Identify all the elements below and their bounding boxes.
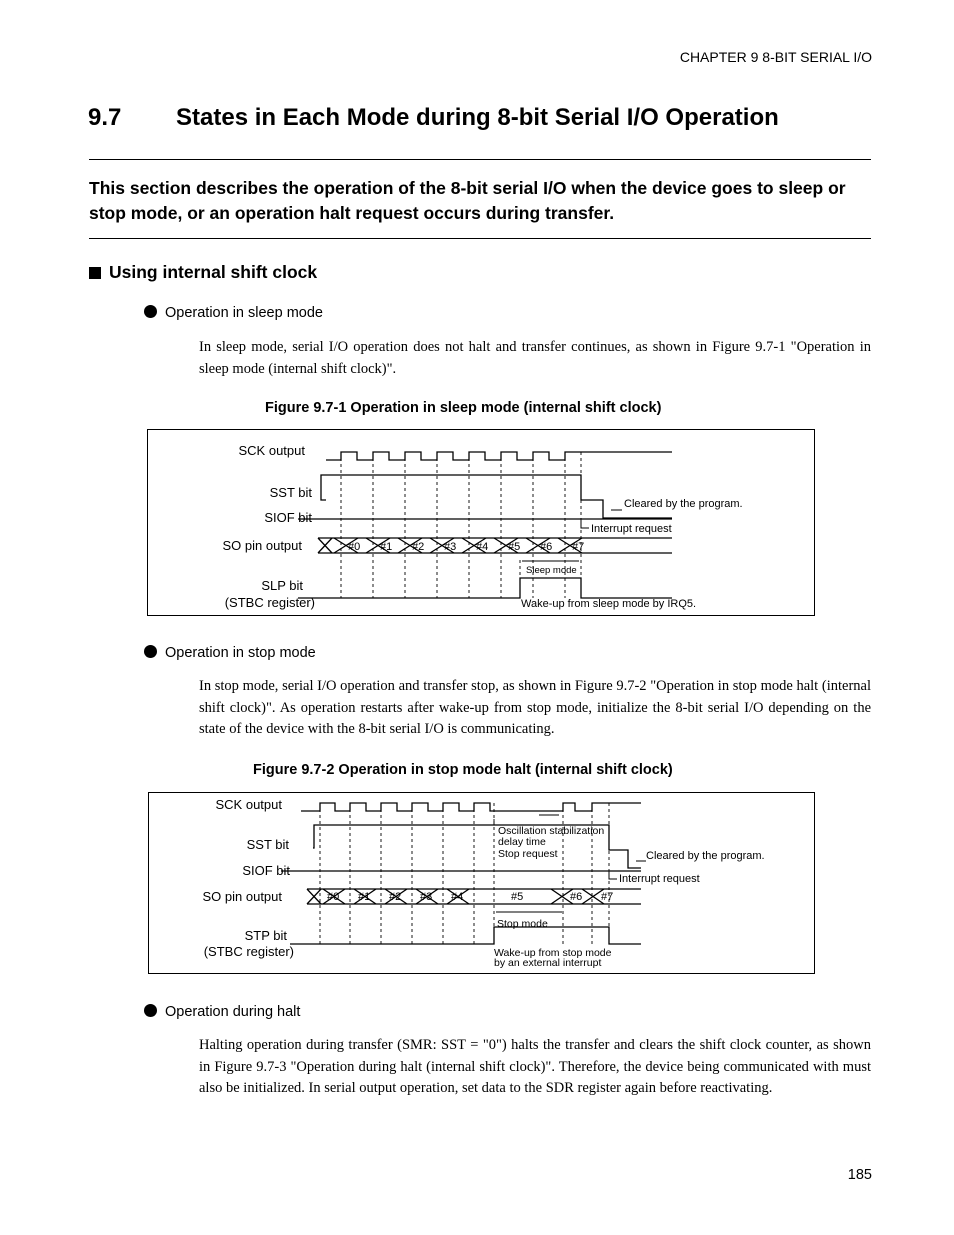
annotation: Stop request bbox=[498, 848, 558, 860]
signal-label: SO pin output bbox=[202, 889, 282, 904]
halt-heading bbox=[144, 1004, 300, 1020]
annotation: Interrupt request bbox=[591, 523, 672, 535]
subsection-title: Using internal shift clock bbox=[109, 262, 318, 282]
circle-bullet-icon bbox=[144, 305, 157, 318]
signal-label: SCK output bbox=[238, 443, 305, 458]
stop-paragraph: In stop mode, serial I/O operation and transfer stop, as shown in Figure 9.7-2 "Operation in stop mode halt (internal shift clock)". As operation restarts after wake-up from stop mode, initialize the 8-bit serial I/O depending on the state of the device with the 8-bit serial I/O is communicating. bbox=[199, 678, 871, 737]
signal-label: SST bit bbox=[269, 485, 312, 500]
annotation: Wake-up from stop mode bbox=[494, 947, 612, 959]
so-bit-label: #0 bbox=[348, 541, 361, 553]
annotation: Sleep mode bbox=[526, 565, 577, 576]
signal-label: SIOF bit bbox=[242, 863, 290, 878]
signal-label: SIOF bit bbox=[264, 510, 312, 525]
so-bit-label: #6 bbox=[570, 891, 583, 903]
so-bit-label: #2 bbox=[412, 541, 425, 553]
so-bit-label: #5 bbox=[511, 891, 524, 903]
signal-label: SO pin output bbox=[222, 538, 302, 553]
so-bit-label: #1 bbox=[380, 541, 393, 553]
so-bit-label: #6 bbox=[540, 541, 553, 553]
signal-label: SCK output bbox=[215, 797, 282, 812]
so-bit-label: #0 bbox=[327, 891, 340, 903]
circle-bullet-icon bbox=[144, 645, 157, 658]
subsection-heading bbox=[89, 262, 317, 283]
stop-heading-text: Operation in stop mode bbox=[165, 645, 316, 661]
circle-bullet-icon bbox=[144, 1004, 157, 1017]
sleep-heading bbox=[144, 305, 323, 321]
square-bullet-icon bbox=[89, 267, 101, 279]
annotation: delay time bbox=[498, 836, 546, 848]
so-bit-label: #3 bbox=[420, 891, 433, 903]
signal-label: SST bit bbox=[246, 837, 289, 852]
signal-label: SLP bit bbox=[261, 578, 303, 593]
divider bbox=[89, 159, 871, 160]
so-bit-label: #1 bbox=[358, 891, 371, 903]
halt-heading-text: Operation during halt bbox=[165, 1004, 301, 1020]
so-bit-label: #4 bbox=[451, 891, 464, 903]
figure-caption-2: Figure 9.7-2 Operation in stop mode halt (internal shift clock) bbox=[253, 762, 673, 778]
annotation: Interrupt request bbox=[619, 873, 700, 885]
stop-heading bbox=[144, 645, 316, 661]
annotation: Cleared by the program. bbox=[624, 498, 743, 510]
so-bit-label: #4 bbox=[476, 541, 489, 553]
so-bit-label: #2 bbox=[389, 891, 402, 903]
signal-label: STP bit bbox=[244, 928, 287, 943]
figure-sleep-timing bbox=[147, 429, 815, 616]
sleep-paragraph: In sleep mode, serial I/O operation does not halt and transfer continues, as shown in Figure 9.7-1 "Operation in sleep mode (internal shift clock)". bbox=[199, 339, 871, 377]
page-number: 185 bbox=[847, 1167, 872, 1183]
section-title: States in Each Mode during 8-bit Serial I/O Operation bbox=[176, 104, 779, 131]
section-summary: This section describes the operation of the 8-bit serial I/O when the device goes to sleep or stop mode, or an operation halt request occurs during transfer. bbox=[89, 178, 846, 223]
so-bit-label: #7 bbox=[601, 891, 614, 903]
annotation: by an external interrupt bbox=[494, 957, 602, 969]
annotation: Stop mode bbox=[497, 918, 548, 930]
divider bbox=[89, 238, 871, 239]
stop-timing-diagram bbox=[149, 793, 814, 973]
sleep-heading-text: Operation in sleep mode bbox=[165, 305, 323, 321]
signal-label: (STBC register) bbox=[224, 595, 315, 610]
so-bit-label: #3 bbox=[444, 541, 457, 553]
chapter-header: CHAPTER 9 8-BIT SERIAL I/O bbox=[679, 49, 872, 65]
signal-label: (STBC register) bbox=[203, 944, 294, 959]
figure-caption-1: Figure 9.7-1 Operation in sleep mode (internal shift clock) bbox=[265, 400, 662, 416]
annotation: Wake-up from sleep mode by IRQ5. bbox=[521, 598, 697, 610]
figure-stop-timing bbox=[148, 792, 815, 974]
so-bit-label: #5 bbox=[508, 541, 521, 553]
section-number: 9.7 bbox=[88, 104, 122, 131]
annotation: Oscillation stabilization bbox=[498, 825, 605, 837]
so-bit-label: #7 bbox=[572, 541, 585, 553]
annotation: Cleared by the program. bbox=[646, 850, 765, 862]
sleep-timing-diagram bbox=[148, 430, 814, 615]
halt-paragraph: Halting operation during transfer (SMR: SST = "0") halts the transfer and clears the shift clock counter, as shown in Figure 9.7-3 "Operation during halt (internal shift clock)". Therefore, the device being communicated with must also be initialized. In serial output operation, set data to the SDR register again before reactivating. bbox=[199, 1037, 871, 1096]
